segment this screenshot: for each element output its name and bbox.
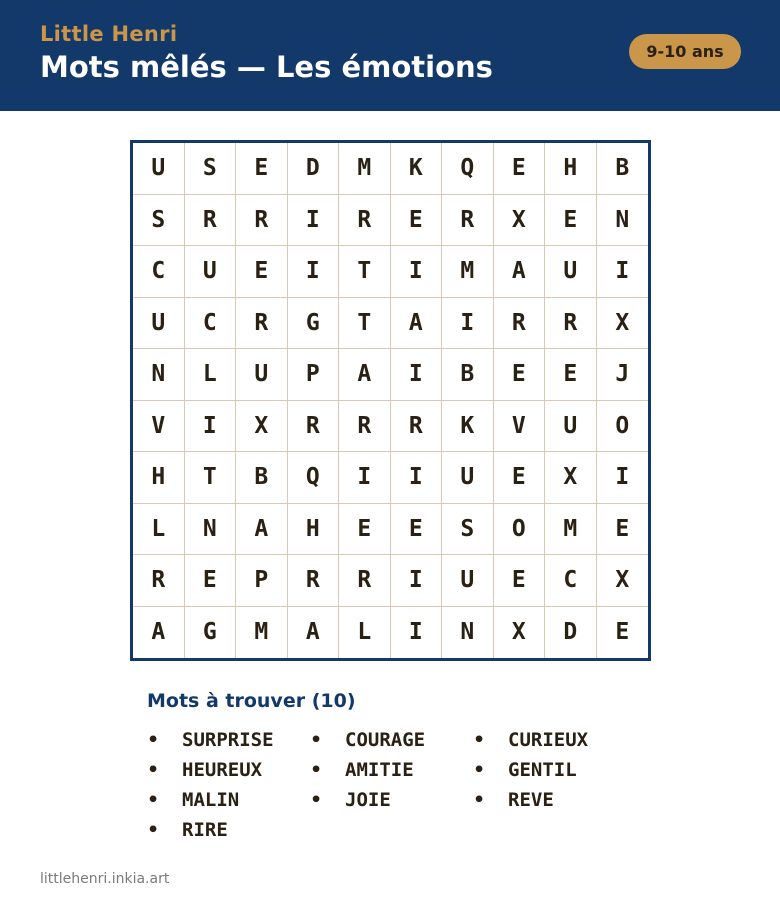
grid-cell[interactable]: T bbox=[339, 246, 391, 298]
grid-cell[interactable]: E bbox=[494, 555, 546, 607]
word-list bbox=[147, 725, 647, 845]
grid-cell[interactable]: R bbox=[391, 401, 443, 453]
grid-cell[interactable]: B bbox=[597, 143, 649, 195]
word-label: SURPRISE bbox=[182, 729, 274, 751]
grid-cell[interactable]: S bbox=[442, 504, 494, 556]
age-badge: 9-10 ans bbox=[629, 34, 741, 69]
word-search-grid[interactable] bbox=[130, 140, 651, 661]
grid-cell[interactable]: X bbox=[494, 195, 546, 247]
grid-cell[interactable]: O bbox=[494, 504, 546, 556]
word-label: HEUREUX bbox=[182, 759, 263, 781]
word-list-item bbox=[310, 725, 473, 755]
bullet-icon: • bbox=[147, 819, 160, 841]
word-label: RIRE bbox=[182, 819, 228, 841]
grid-cell[interactable]: H bbox=[288, 504, 340, 556]
grid-cell[interactable]: R bbox=[442, 195, 494, 247]
word-list-item bbox=[147, 725, 310, 755]
grid-cell[interactable]: E bbox=[494, 143, 546, 195]
grid-cell[interactable]: V bbox=[133, 401, 185, 453]
grid-cell[interactable]: A bbox=[391, 298, 443, 350]
grid-cell[interactable]: X bbox=[494, 607, 546, 659]
grid-cell[interactable]: E bbox=[236, 246, 288, 298]
grid-cell[interactable]: C bbox=[545, 555, 597, 607]
grid-cell[interactable]: U bbox=[133, 143, 185, 195]
word-list-item bbox=[147, 755, 310, 785]
grid-cell[interactable]: I bbox=[391, 349, 443, 401]
bullet-icon: • bbox=[473, 789, 486, 811]
grid-cell[interactable]: U bbox=[133, 298, 185, 350]
grid-cell[interactable]: I bbox=[391, 452, 443, 504]
grid-cell[interactable]: J bbox=[597, 349, 649, 401]
bullet-icon: • bbox=[147, 729, 160, 751]
grid-cell[interactable]: M bbox=[339, 143, 391, 195]
grid-cell[interactable]: R bbox=[494, 298, 546, 350]
grid-cell[interactable]: R bbox=[236, 298, 288, 350]
grid-cell[interactable]: X bbox=[597, 298, 649, 350]
grid-cell[interactable]: E bbox=[494, 349, 546, 401]
grid-cell[interactable]: K bbox=[442, 401, 494, 453]
word-label: CURIEUX bbox=[508, 729, 589, 751]
grid-cell[interactable]: I bbox=[288, 195, 340, 247]
grid-cell[interactable]: H bbox=[545, 143, 597, 195]
grid-cell[interactable]: U bbox=[442, 555, 494, 607]
grid-cell[interactable]: B bbox=[236, 452, 288, 504]
grid-cell[interactable]: E bbox=[391, 504, 443, 556]
grid-cell[interactable]: X bbox=[545, 452, 597, 504]
grid-cell[interactable]: E bbox=[545, 349, 597, 401]
word-list-item bbox=[147, 815, 310, 845]
grid-cell[interactable]: C bbox=[185, 298, 237, 350]
grid-cell[interactable]: M bbox=[545, 504, 597, 556]
bullet-icon: • bbox=[473, 759, 486, 781]
grid-cell[interactable]: I bbox=[597, 452, 649, 504]
bullet-icon: • bbox=[310, 789, 323, 811]
grid-cell[interactable]: D bbox=[288, 143, 340, 195]
grid-cell[interactable]: R bbox=[288, 555, 340, 607]
grid-cell[interactable]: S bbox=[185, 143, 237, 195]
word-list-item bbox=[473, 785, 636, 815]
grid-cell[interactable]: N bbox=[442, 607, 494, 659]
grid-cell[interactable]: R bbox=[236, 195, 288, 247]
grid-cell[interactable]: U bbox=[545, 246, 597, 298]
brand-name: Little Henri bbox=[40, 22, 178, 46]
grid-cell[interactable]: I bbox=[391, 607, 443, 659]
grid-cell[interactable]: Q bbox=[288, 452, 340, 504]
grid-cell[interactable]: C bbox=[133, 246, 185, 298]
word-list-item bbox=[310, 785, 473, 815]
bullet-icon: • bbox=[147, 789, 160, 811]
grid-cell[interactable]: U bbox=[442, 452, 494, 504]
grid-cell[interactable]: E bbox=[597, 504, 649, 556]
page-title: Mots mêlés — Les émotions bbox=[40, 50, 493, 84]
grid-cell[interactable]: B bbox=[442, 349, 494, 401]
grid-cell[interactable]: O bbox=[597, 401, 649, 453]
word-label: GENTIL bbox=[508, 759, 577, 781]
word-list-item bbox=[473, 755, 636, 785]
grid-cell[interactable]: X bbox=[597, 555, 649, 607]
word-list-item bbox=[147, 785, 310, 815]
grid-cell[interactable]: I bbox=[442, 298, 494, 350]
grid-cell[interactable]: E bbox=[615, 619, 630, 646]
grid-cell[interactable]: I bbox=[597, 246, 649, 298]
grid-cell[interactable]: E bbox=[494, 452, 546, 504]
grid-cell[interactable]: U bbox=[236, 349, 288, 401]
grid-cell[interactable]: L bbox=[185, 349, 237, 401]
grid-cell[interactable]: D bbox=[545, 607, 597, 659]
grid-cell[interactable]: M bbox=[442, 246, 494, 298]
grid-cell[interactable]: U bbox=[185, 246, 237, 298]
grid-cell[interactable]: G bbox=[288, 298, 340, 350]
grid-cell[interactable]: R bbox=[339, 555, 391, 607]
grid-cell[interactable]: A bbox=[339, 349, 391, 401]
grid-cell[interactable]: T bbox=[339, 298, 391, 350]
word-label: COURAGE bbox=[345, 729, 426, 751]
grid-cell[interactable]: V bbox=[494, 401, 546, 453]
grid-cell[interactable]: I bbox=[288, 246, 340, 298]
grid-cell[interactable]: K bbox=[391, 143, 443, 195]
word-label: JOIE bbox=[345, 789, 391, 811]
grid-cell[interactable]: E bbox=[185, 555, 237, 607]
word-label: MALIN bbox=[182, 789, 240, 811]
grid-cell[interactable]: G bbox=[185, 607, 237, 659]
footer-url: littlehenri.inkia.art bbox=[40, 871, 170, 887]
grid-cell[interactable]: H bbox=[133, 452, 185, 504]
grid-cell[interactable]: S bbox=[133, 195, 185, 247]
header bbox=[0, 0, 780, 111]
grid-cell[interactable]: I bbox=[185, 401, 237, 453]
grid-cell[interactable]: I bbox=[391, 555, 443, 607]
grid-cell[interactable]: I bbox=[391, 246, 443, 298]
grid-cell[interactable]: R bbox=[133, 555, 185, 607]
words-heading: Mots à trouver (10) bbox=[147, 690, 356, 712]
grid-cell[interactable]: T bbox=[185, 452, 237, 504]
grid-cell[interactable]: A bbox=[494, 246, 546, 298]
grid-cell[interactable]: I bbox=[339, 452, 391, 504]
grid-cell[interactable]: X bbox=[236, 401, 288, 453]
bullet-icon: • bbox=[147, 759, 160, 781]
grid-cell[interactable]: E bbox=[339, 504, 391, 556]
grid-cell[interactable]: R bbox=[339, 401, 391, 453]
grid-cell[interactable]: L bbox=[339, 607, 391, 659]
word-label: AMITIE bbox=[345, 759, 414, 781]
grid-cell[interactable]: U bbox=[545, 401, 597, 453]
grid-cell[interactable]: P bbox=[288, 349, 340, 401]
grid-cell[interactable]: R bbox=[185, 195, 237, 247]
grid-cell[interactable]: R bbox=[339, 195, 391, 247]
word-list-item bbox=[473, 725, 636, 755]
grid-cell[interactable]: L bbox=[133, 504, 185, 556]
grid-cell[interactable]: R bbox=[545, 298, 597, 350]
grid-cell[interactable]: E bbox=[545, 195, 597, 247]
grid-cell[interactable]: P bbox=[236, 555, 288, 607]
grid-cell[interactable]: E bbox=[391, 195, 443, 247]
grid-cell[interactable]: N bbox=[597, 195, 649, 247]
grid-cell[interactable]: A bbox=[288, 607, 340, 659]
grid-cell[interactable]: M bbox=[236, 607, 288, 659]
grid-cell[interactable]: N bbox=[133, 349, 185, 401]
bullet-icon: • bbox=[473, 729, 486, 751]
grid-cell[interactable]: E bbox=[236, 143, 288, 195]
grid-cell[interactable]: A bbox=[133, 607, 185, 659]
bullet-icon: • bbox=[310, 759, 323, 781]
grid-cell[interactable]: R bbox=[288, 401, 340, 453]
grid-cell[interactable]: N bbox=[185, 504, 237, 556]
word-label: REVE bbox=[508, 789, 554, 811]
bullet-icon: • bbox=[310, 729, 323, 751]
word-list-item bbox=[310, 755, 473, 785]
grid-cell[interactable]: Q bbox=[442, 143, 494, 195]
grid-cell[interactable]: A bbox=[236, 504, 288, 556]
